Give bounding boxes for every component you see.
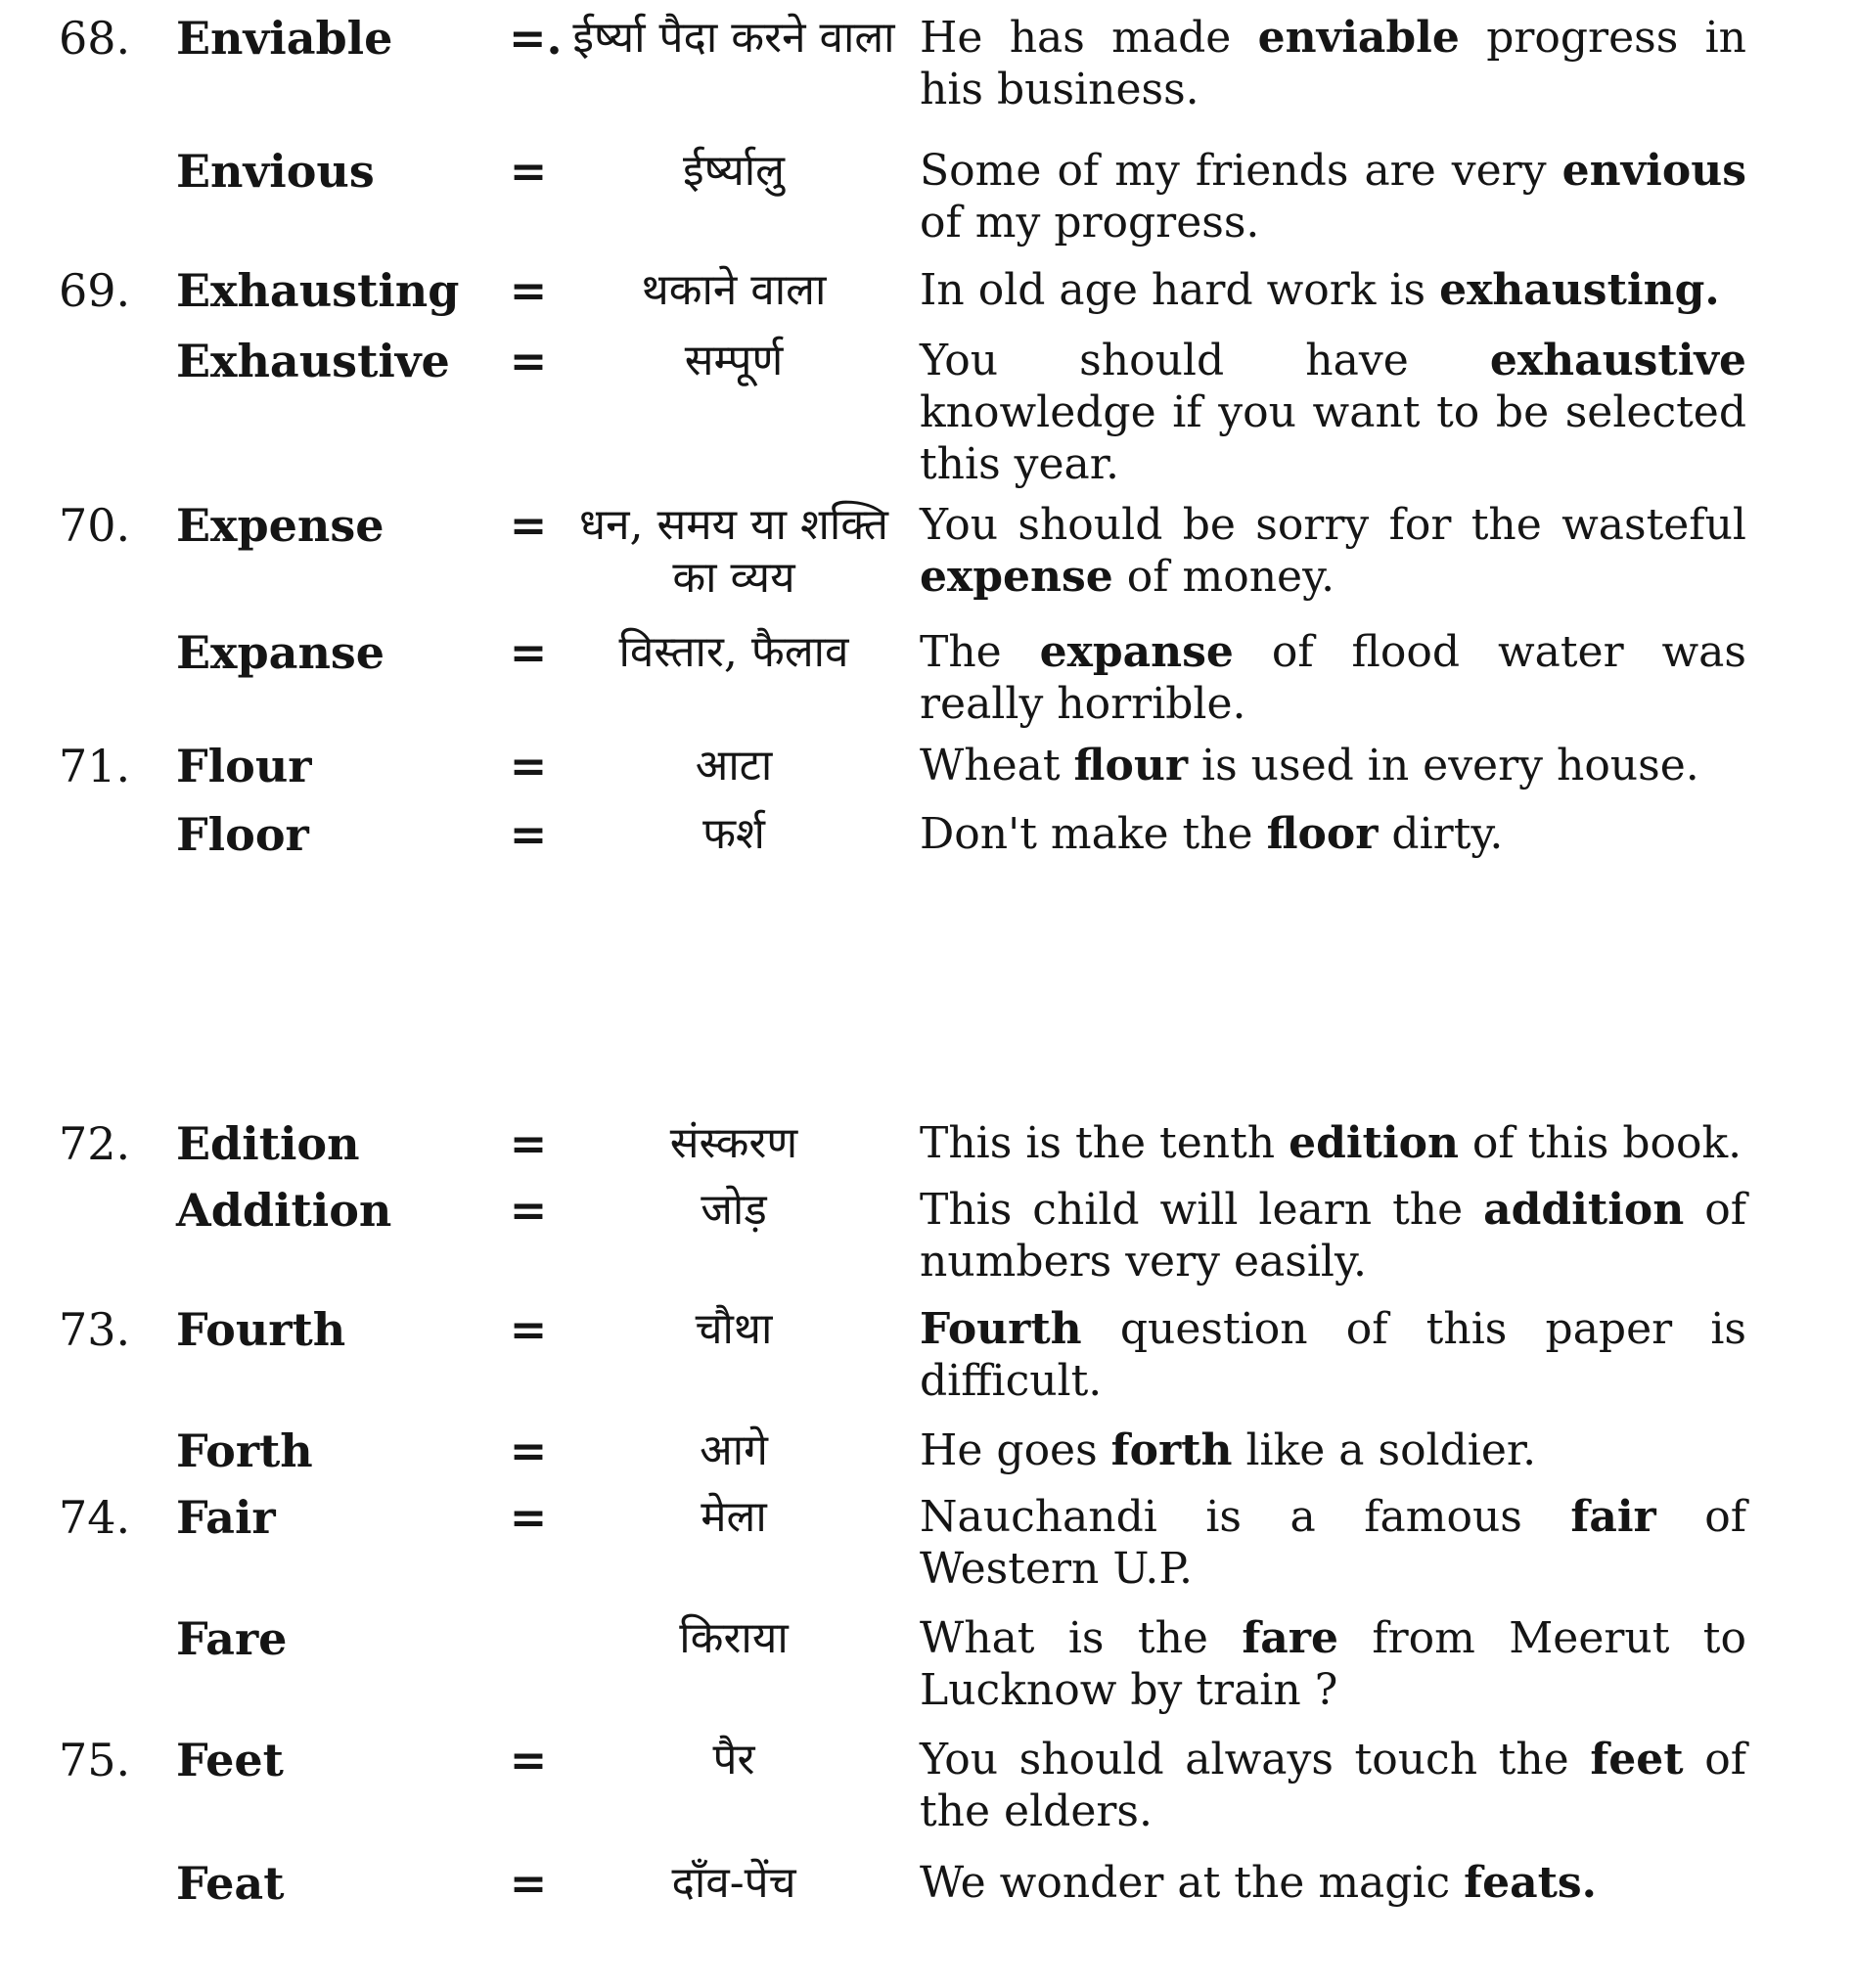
entry-number: 68.: [59, 12, 131, 65]
example-sentence: [920, 1184, 1746, 1288]
sentence-keyword: feats.: [1464, 1858, 1598, 1908]
hindi-meaning: थकाने वाला: [641, 265, 827, 315]
equals-sign: =: [509, 626, 548, 679]
sentence-pre: Some of my friends are very: [920, 146, 1562, 196]
example-sentence: [920, 740, 1746, 791]
sentence-post: of the elders.: [920, 1735, 1746, 1836]
sentence-pre: You should always touch the: [920, 1735, 1591, 1785]
sentence-keyword: floor: [1266, 809, 1379, 859]
example-sentence: [920, 1734, 1746, 1837]
hindi-meaning: मेला: [701, 1492, 767, 1542]
equals-sign: =: [509, 740, 548, 792]
example-sentence: [920, 1857, 1746, 1909]
entry-word: Envious: [176, 145, 375, 198]
sentence-post: of this book.: [1458, 1118, 1742, 1168]
entry-word: Fourth: [176, 1303, 346, 1356]
example-sentence: [920, 145, 1746, 248]
equals-sign: =: [509, 145, 548, 198]
sentence-keyword: feet: [1590, 1735, 1684, 1785]
hindi-meaning: धन, समय या शक्ति का व्यय: [579, 500, 888, 603]
sentence-post: from Meerut to Lucknow by train ?: [920, 1613, 1746, 1715]
entry-word: Feet: [176, 1734, 284, 1786]
equals-sign: =: [509, 808, 548, 861]
sentence-keyword: exhaustive: [1489, 336, 1746, 385]
example-sentence: [920, 335, 1746, 490]
example-sentence: [920, 12, 1746, 115]
hindi-meaning: आगे: [700, 1425, 768, 1475]
sentence-keyword: exhausting.: [1439, 265, 1720, 315]
hindi-meaning: जोड़: [701, 1185, 767, 1235]
example-sentence: [920, 1117, 1746, 1169]
equals-sign: =: [509, 1424, 548, 1477]
hindi-meaning: सम्पूर्ण: [684, 336, 784, 385]
sentence-keyword: edition: [1289, 1118, 1459, 1168]
equals-sign: =: [509, 335, 548, 387]
sentence-keyword: forth: [1110, 1425, 1233, 1475]
sentence-post: of Western U.P.: [920, 1492, 1747, 1594]
sentence-pre: You should be sorry for the wasteful: [920, 500, 1746, 550]
equals-sign: =: [509, 264, 548, 317]
example-sentence: [920, 1491, 1746, 1595]
sentence-post: progress in his business.: [920, 13, 1746, 114]
sentence-pre: He goes: [920, 1425, 1111, 1475]
sentence-keyword: expense: [920, 552, 1113, 602]
sentence-pre: In old age hard work is: [920, 265, 1440, 315]
entry-word: Fair: [176, 1491, 276, 1544]
sentence-keyword: expanse: [1039, 627, 1234, 677]
sentence-pre: He has made: [920, 13, 1258, 63]
sentence-pre: What is the: [920, 1613, 1243, 1663]
hindi-meaning: संस्करण: [669, 1118, 798, 1168]
sentence-post: like a soldier.: [1232, 1425, 1537, 1475]
entry-word: Feat: [176, 1857, 285, 1910]
example-sentence: [920, 626, 1746, 730]
hindi-meaning: फर्श: [702, 809, 765, 859]
sentence-post: of flood water was really horrible.: [920, 627, 1746, 729]
entry-word: Addition: [176, 1184, 392, 1237]
hindi-meaning: आटा: [695, 741, 773, 791]
sentence-post: is used in every house.: [1188, 741, 1699, 791]
example-sentence: [920, 1303, 1746, 1407]
hindi-meaning: विस्तार, फैलाव: [618, 627, 849, 677]
sentence-keyword: fair: [1570, 1492, 1656, 1542]
sentence-pre: Nauchandi is a famous: [920, 1492, 1571, 1542]
hindi-meaning: किराया: [679, 1613, 789, 1663]
sentence-pre: The: [920, 627, 1040, 677]
sentence-pre: This child will learn the: [920, 1185, 1484, 1235]
sentence-keyword: Fourth: [920, 1304, 1082, 1354]
entry-word: Forth: [176, 1424, 313, 1477]
entry-word: Edition: [176, 1117, 360, 1170]
sentence-keyword: enviable: [1257, 13, 1460, 63]
sentence-pre: Wheat: [920, 741, 1074, 791]
sentence-keyword: fare: [1242, 1613, 1338, 1663]
equals-sign: =: [509, 1734, 548, 1786]
entry-word: Expense: [176, 499, 385, 552]
entry-word: Flour: [176, 740, 312, 792]
equals-sign: =: [509, 1117, 548, 1170]
entry-number: 75.: [59, 1734, 131, 1786]
sentence-post: question of this paper is difficult.: [920, 1304, 1746, 1406]
sentence-pre: Don't make the: [920, 809, 1267, 859]
sentence-pre: We wonder at the magic: [920, 1858, 1465, 1908]
equals-sign: =: [509, 1857, 548, 1910]
hindi-meaning: चौथा: [695, 1304, 773, 1354]
hindi-meaning: ईर्ष्यालु: [683, 146, 785, 196]
sentence-post: of my progress.: [920, 198, 1260, 248]
example-sentence: [920, 264, 1746, 316]
equals-sign: =: [509, 1303, 548, 1356]
entry-word: Expanse: [176, 626, 385, 679]
entry-word: Fare: [176, 1612, 288, 1665]
entry-number: 73.: [59, 1303, 131, 1356]
sentence-keyword: addition: [1483, 1185, 1685, 1235]
entry-number: 72.: [59, 1117, 131, 1170]
sentence-post: knowledge if you want to be selected this year.: [920, 387, 1746, 489]
sentence-pre: This is the tenth: [920, 1118, 1289, 1168]
entry-word: Exhaustive: [176, 335, 450, 387]
example-sentence: [920, 1424, 1746, 1476]
entry-word: Floor: [176, 808, 309, 861]
hindi-meaning: दाँव-पेंच: [671, 1858, 796, 1908]
hindi-meaning: पैर: [712, 1735, 755, 1785]
entry-number: 74.: [59, 1491, 131, 1544]
equals-sign: =.: [509, 12, 563, 65]
entry-word: Enviable: [176, 12, 393, 65]
example-sentence: [920, 499, 1746, 603]
example-sentence: [920, 1612, 1746, 1716]
sentence-keyword: envious: [1561, 146, 1746, 196]
entry-word: Exhausting: [176, 264, 460, 317]
equals-sign: =: [509, 499, 548, 552]
entry-number: 70.: [59, 499, 131, 552]
example-sentence: [920, 808, 1746, 860]
sentence-post: of numbers very easily.: [920, 1185, 1746, 1287]
sentence-post: dirty.: [1378, 809, 1504, 859]
hindi-meaning: ईर्ष्या पैदा करने वाला: [572, 13, 895, 63]
equals-sign: =: [509, 1184, 548, 1237]
entry-number: 69.: [59, 264, 131, 317]
entry-number: 71.: [59, 740, 131, 792]
sentence-keyword: flour: [1073, 741, 1189, 791]
sentence-post: of money.: [1112, 552, 1335, 602]
sentence-pre: You should have: [920, 336, 1490, 385]
equals-sign: =: [509, 1491, 548, 1544]
